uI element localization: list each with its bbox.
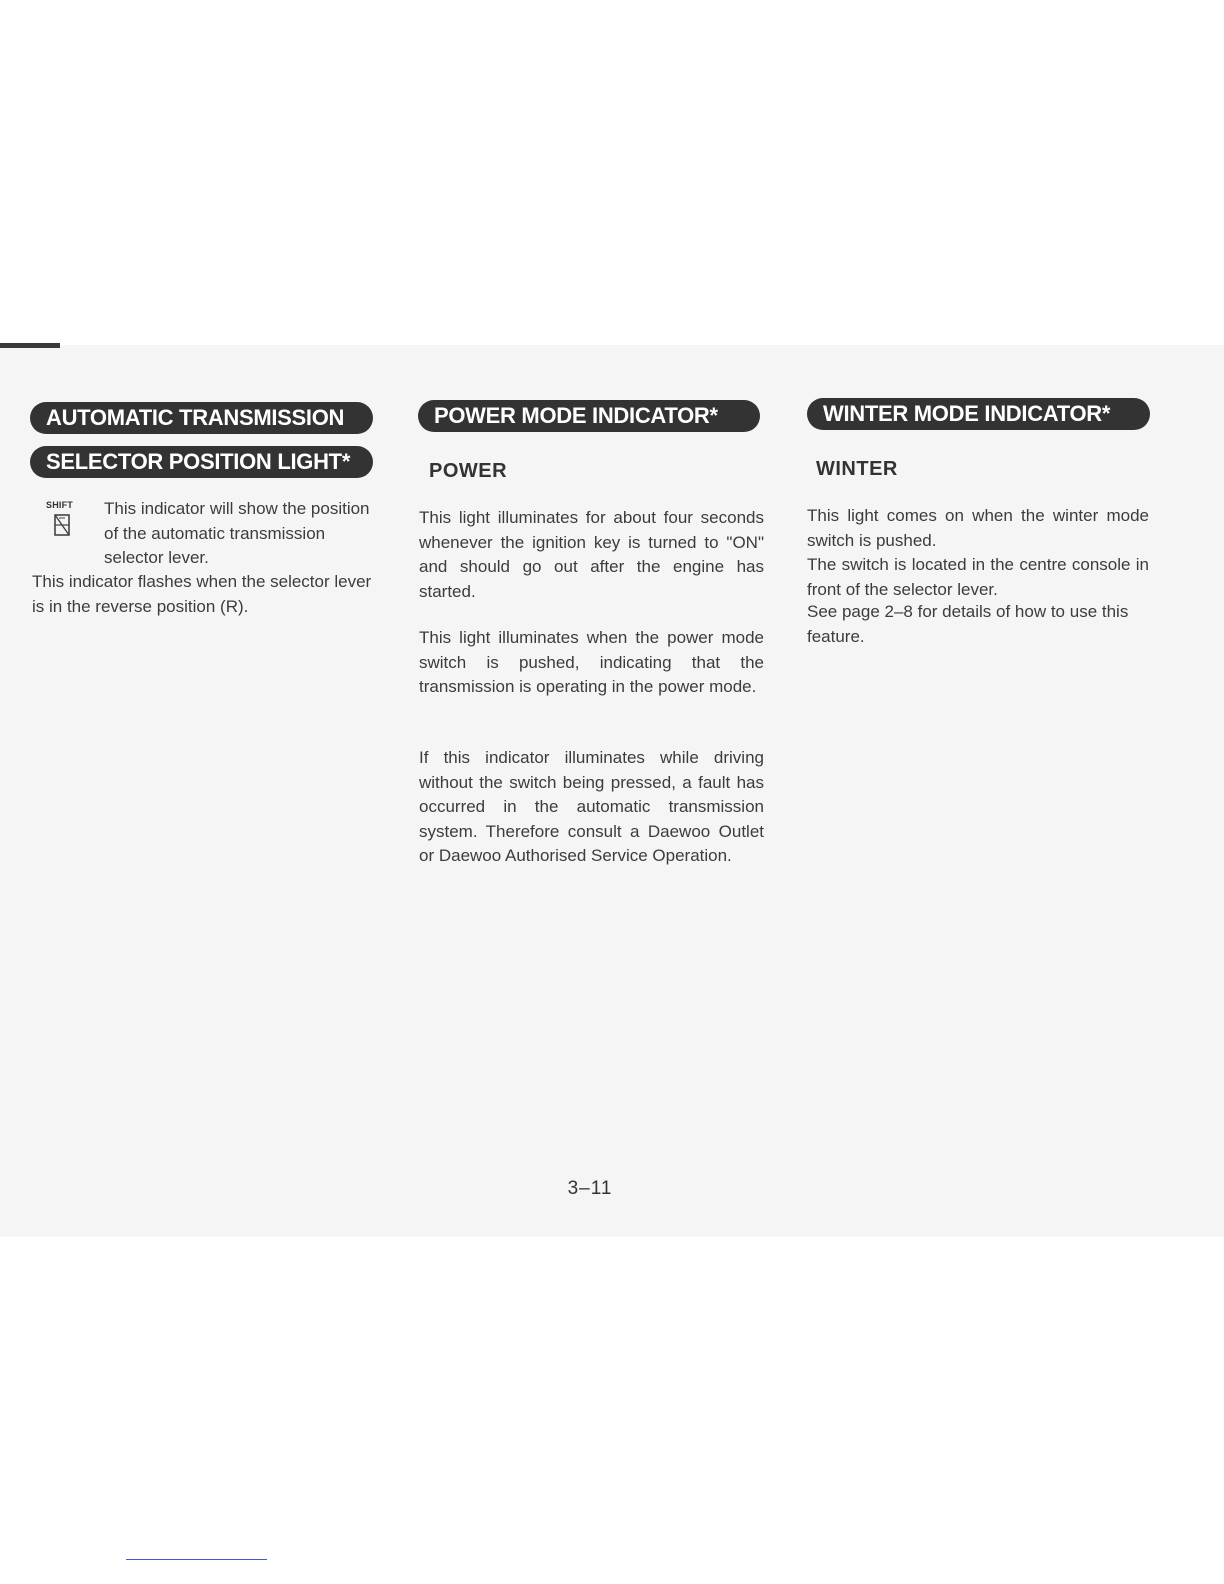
section-banner-automatic-transmission — [30, 402, 373, 434]
automatic-transmission-text-2 — [32, 570, 376, 619]
section-banner-winter-mode-indicator — [807, 398, 1150, 430]
paragraph-text: This light illuminates when the power mode switch is pushed, indicating that the transmission is operating in the power mode. — [419, 628, 764, 696]
winter-text-3 — [807, 600, 1149, 649]
shift-icon-label: SHIFT — [46, 500, 73, 510]
power-text-2 — [419, 626, 764, 700]
bottom-rule — [126, 1559, 267, 1560]
power-subheading: POWER — [429, 460, 508, 482]
power-text-3 — [419, 746, 764, 869]
banner-text: AUTOMATIC TRANSMISSION — [46, 405, 345, 430]
banner-text: WINTER MODE INDICATOR* — [823, 401, 1111, 426]
page-corner-mark — [0, 343, 60, 348]
banner-text: POWER MODE INDICATOR* — [434, 403, 718, 428]
paragraph-text: This light comes on when the winter mode switch is pushed. — [807, 506, 1149, 550]
paragraph-text: This indicator flashes when the selector lever is in the reverse position (R). — [32, 572, 372, 616]
banner-text: SELECTOR POSITION LIGHT* — [46, 449, 351, 474]
shift-indicator-icon — [46, 500, 78, 542]
winter-subheading: WINTER — [816, 458, 898, 480]
section-banner-power-mode-indicator — [418, 400, 760, 432]
paragraph-text: The switch is located in the centre console in front of the selector lever. — [807, 555, 1149, 599]
paragraph-text: If this indicator illuminates while driving without the switch being pressed, a fault has occurred in the automatic transmission system. Therefore consult a Daewoo Outlet or Daewoo Authorised Service Operation. — [419, 748, 764, 865]
automatic-transmission-text-1 — [104, 497, 376, 571]
power-text-1 — [419, 506, 764, 604]
paragraph-text: This indicator will show the position of the automatic transmission selector lever. — [104, 499, 370, 567]
winter-text-2 — [807, 553, 1149, 602]
section-banner-selector-position-light — [30, 446, 373, 478]
paragraph-text: This light illuminates for about four seconds whenever the ignition key is turned to "ON" and should go out after the engine has started. — [419, 508, 764, 601]
page-number: 3–11 — [567, 1178, 613, 1199]
winter-text-1 — [807, 504, 1149, 553]
paragraph-text: See page 2–8 for details of how to use this feature. — [807, 602, 1129, 646]
